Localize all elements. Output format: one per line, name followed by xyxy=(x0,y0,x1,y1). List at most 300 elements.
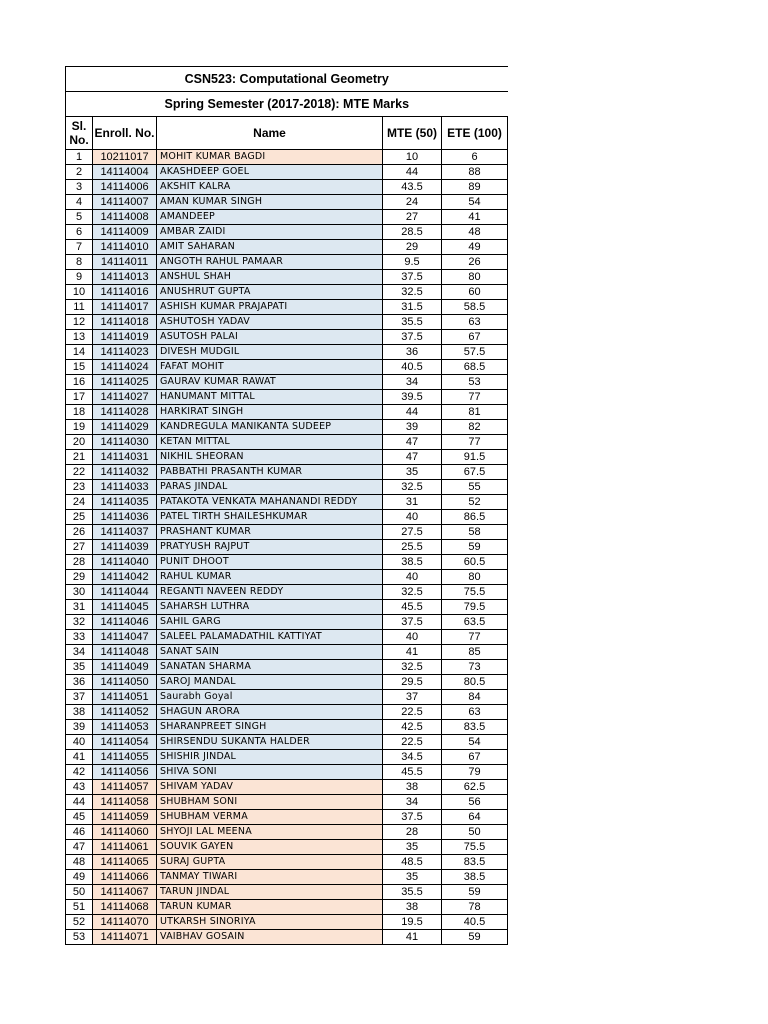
table-row xyxy=(66,735,508,750)
sl-no-cell: 38 xyxy=(66,705,93,720)
student-name-cell: HARKIRAT SINGH xyxy=(157,405,383,420)
mte-marks-cell: 32.5 xyxy=(383,480,442,495)
table-row xyxy=(66,705,508,720)
mte-marks-cell: 31 xyxy=(383,495,442,510)
student-name-cell: AMANDEEP xyxy=(157,210,383,225)
col-header-sl-no xyxy=(66,117,93,150)
ete-marks-cell: 75.5 xyxy=(442,585,508,600)
sl-no-cell: 28 xyxy=(66,555,93,570)
student-name-cell: ASUTOSH PALAI xyxy=(157,330,383,345)
enroll-no-cell: 10211017 xyxy=(93,150,157,165)
ete-marks-cell: 79.5 xyxy=(442,600,508,615)
enroll-no-cell: 14114055 xyxy=(93,750,157,765)
ete-marks-cell: 81 xyxy=(442,405,508,420)
table-row xyxy=(66,390,508,405)
enroll-no-cell: 14114047 xyxy=(93,630,157,645)
mte-marks-cell: 45.5 xyxy=(383,600,442,615)
student-name-cell: SALEEL PALAMADATHIL KATTIYAT xyxy=(157,630,383,645)
student-name-cell: SANATAN SHARMA xyxy=(157,660,383,675)
enroll-no-cell: 14114067 xyxy=(93,885,157,900)
sl-no-cell: 26 xyxy=(66,525,93,540)
sl-no-cell: 2 xyxy=(66,165,93,180)
ete-marks-cell: 55 xyxy=(442,480,508,495)
mte-marks-cell: 39 xyxy=(383,420,442,435)
ete-marks-cell: 54 xyxy=(442,735,508,750)
table-row xyxy=(66,585,508,600)
table-row xyxy=(66,750,508,765)
column-header-row xyxy=(66,117,508,150)
sl-no-cell: 53 xyxy=(66,930,93,945)
table-row xyxy=(66,870,508,885)
sl-no-cell: 36 xyxy=(66,675,93,690)
student-name-cell: NIKHIL SHEORAN xyxy=(157,450,383,465)
ete-marks-cell: 59 xyxy=(442,930,508,945)
table-row xyxy=(66,330,508,345)
mte-marks-cell: 27.5 xyxy=(383,525,442,540)
ete-marks-cell: 63.5 xyxy=(442,615,508,630)
mte-marks-cell: 35 xyxy=(383,840,442,855)
sl-no-cell: 48 xyxy=(66,855,93,870)
mte-marks-cell: 35.5 xyxy=(383,315,442,330)
table-row xyxy=(66,165,508,180)
sl-no-cell: 9 xyxy=(66,270,93,285)
enroll-no-cell: 14114025 xyxy=(93,375,157,390)
mte-marks-cell: 42.5 xyxy=(383,720,442,735)
mte-marks-cell: 24 xyxy=(383,195,442,210)
mte-marks-cell: 37.5 xyxy=(383,330,442,345)
table-row xyxy=(66,765,508,780)
ete-marks-cell: 41 xyxy=(442,210,508,225)
table-row xyxy=(66,615,508,630)
student-name-cell: MOHIT KUMAR BAGDI xyxy=(157,150,383,165)
sl-no-cell: 29 xyxy=(66,570,93,585)
enroll-no-cell: 14114017 xyxy=(93,300,157,315)
mte-marks-cell: 29 xyxy=(383,240,442,255)
enroll-no-cell: 14114007 xyxy=(93,195,157,210)
mte-marks-cell: 35 xyxy=(383,870,442,885)
ete-marks-cell: 80 xyxy=(442,270,508,285)
student-name-cell: PATEL TIRTH SHAILESHKUMAR xyxy=(157,510,383,525)
ete-marks-cell: 67 xyxy=(442,330,508,345)
enroll-no-cell: 14114035 xyxy=(93,495,157,510)
mte-marks-cell: 28 xyxy=(383,825,442,840)
mte-marks-cell: 27 xyxy=(383,210,442,225)
student-name-cell: SHARANPREET SINGH xyxy=(157,720,383,735)
sl-no-cell: 18 xyxy=(66,405,93,420)
mte-marks-cell: 40.5 xyxy=(383,360,442,375)
mte-marks-cell: 32.5 xyxy=(383,285,442,300)
table-row xyxy=(66,495,508,510)
mte-marks-cell: 38 xyxy=(383,780,442,795)
table-row xyxy=(66,930,508,945)
enroll-no-cell: 14114011 xyxy=(93,255,157,270)
sl-no-cell: 51 xyxy=(66,900,93,915)
ete-marks-cell: 82 xyxy=(442,420,508,435)
table-row xyxy=(66,645,508,660)
mte-marks-cell: 40 xyxy=(383,630,442,645)
student-name-cell: TARUN JINDAL xyxy=(157,885,383,900)
table-row xyxy=(66,690,508,705)
student-name-cell: PRATYUSH RAJPUT xyxy=(157,540,383,555)
ete-marks-cell: 59 xyxy=(442,540,508,555)
mte-marks-cell: 35.5 xyxy=(383,885,442,900)
table-row xyxy=(66,375,508,390)
enroll-no-cell: 14114060 xyxy=(93,825,157,840)
mte-marks-cell: 39.5 xyxy=(383,390,442,405)
enroll-no-cell: 14114065 xyxy=(93,855,157,870)
student-name-cell: AMBAR ZAIDI xyxy=(157,225,383,240)
sl-no-cell: 15 xyxy=(66,360,93,375)
student-name-cell: RAHUL KUMAR xyxy=(157,570,383,585)
enroll-no-cell: 14114061 xyxy=(93,840,157,855)
table-row xyxy=(66,630,508,645)
mte-marks-cell: 10 xyxy=(383,150,442,165)
enroll-no-cell: 14114044 xyxy=(93,585,157,600)
table-row xyxy=(66,510,508,525)
mte-marks-cell: 41 xyxy=(383,645,442,660)
marks-table xyxy=(65,66,508,945)
mte-marks-cell: 9.5 xyxy=(383,255,442,270)
enroll-no-cell: 14114006 xyxy=(93,180,157,195)
sl-no-cell: 14 xyxy=(66,345,93,360)
mte-marks-cell: 48.5 xyxy=(383,855,442,870)
table-row xyxy=(66,885,508,900)
ete-marks-cell: 49 xyxy=(442,240,508,255)
table-row xyxy=(66,795,508,810)
table-row xyxy=(66,855,508,870)
ete-marks-cell: 73 xyxy=(442,660,508,675)
enroll-no-cell: 14114009 xyxy=(93,225,157,240)
enroll-no-cell: 14114030 xyxy=(93,435,157,450)
ete-marks-cell: 67.5 xyxy=(442,465,508,480)
enroll-no-cell: 14114024 xyxy=(93,360,157,375)
ete-marks-cell: 84 xyxy=(442,690,508,705)
sheet-title-row xyxy=(66,92,508,117)
mte-marks-cell: 40 xyxy=(383,510,442,525)
sl-no-cell: 35 xyxy=(66,660,93,675)
student-name-cell: SAHIL GARG xyxy=(157,615,383,630)
sl-no-cell: 30 xyxy=(66,585,93,600)
sl-no-cell: 4 xyxy=(66,195,93,210)
enroll-no-cell: 14114031 xyxy=(93,450,157,465)
student-name-cell: AKSHIT KALRA xyxy=(157,180,383,195)
course-title-row xyxy=(66,67,508,92)
ete-marks-cell: 77 xyxy=(442,435,508,450)
sl-no-cell: 16 xyxy=(66,375,93,390)
ete-marks-cell: 83.5 xyxy=(442,720,508,735)
table-row xyxy=(66,570,508,585)
student-name-cell: AMAN KUMAR SINGH xyxy=(157,195,383,210)
student-name-cell: SHIRSENDU SUKANTA HALDER xyxy=(157,735,383,750)
student-name-cell: GAURAV KUMAR RAWAT xyxy=(157,375,383,390)
mte-marks-cell: 47 xyxy=(383,435,442,450)
sl-no-cell: 3 xyxy=(66,180,93,195)
mte-marks-cell: 41 xyxy=(383,930,442,945)
ete-marks-cell: 63 xyxy=(442,315,508,330)
ete-marks-cell: 77 xyxy=(442,390,508,405)
ete-marks-cell: 89 xyxy=(442,180,508,195)
enroll-no-cell: 14114018 xyxy=(93,315,157,330)
enroll-no-cell: 14114051 xyxy=(93,690,157,705)
student-name-cell: KETAN MITTAL xyxy=(157,435,383,450)
enroll-no-cell: 14114008 xyxy=(93,210,157,225)
enroll-no-cell: 14114046 xyxy=(93,615,157,630)
mte-marks-cell: 43.5 xyxy=(383,180,442,195)
table-row xyxy=(66,660,508,675)
sl-no-cell: 22 xyxy=(66,465,93,480)
ete-marks-cell: 79 xyxy=(442,765,508,780)
sl-no-cell: 33 xyxy=(66,630,93,645)
sl-no-cell: 50 xyxy=(66,885,93,900)
ete-marks-cell: 58.5 xyxy=(442,300,508,315)
ete-marks-cell: 88 xyxy=(442,165,508,180)
mte-marks-cell: 34 xyxy=(383,375,442,390)
student-name-cell: AMIT SAHARAN xyxy=(157,240,383,255)
enroll-no-cell: 14114039 xyxy=(93,540,157,555)
ete-marks-cell: 80 xyxy=(442,570,508,585)
table-row xyxy=(66,465,508,480)
sl-no-cell: 46 xyxy=(66,825,93,840)
table-row xyxy=(66,360,508,375)
table-row xyxy=(66,225,508,240)
enroll-no-cell: 14114045 xyxy=(93,600,157,615)
enroll-no-cell: 14114029 xyxy=(93,420,157,435)
mte-marks-cell: 22.5 xyxy=(383,705,442,720)
student-name-cell: ASHISH KUMAR PRAJAPATI xyxy=(157,300,383,315)
sl-no-cell: 20 xyxy=(66,435,93,450)
sl-no-cell: 43 xyxy=(66,780,93,795)
sl-no-cell: 32 xyxy=(66,615,93,630)
mte-marks-cell: 47 xyxy=(383,450,442,465)
enroll-no-cell: 14114048 xyxy=(93,645,157,660)
student-name-cell: ANSHUL SHAH xyxy=(157,270,383,285)
student-name-cell: SHISHIR JINDAL xyxy=(157,750,383,765)
student-name-cell: HANUMANT MITTAL xyxy=(157,390,383,405)
mte-marks-cell: 28.5 xyxy=(383,225,442,240)
student-name-cell: SANAT SAIN xyxy=(157,645,383,660)
mte-marks-cell: 34.5 xyxy=(383,750,442,765)
ete-marks-cell: 60.5 xyxy=(442,555,508,570)
student-name-cell: TANMAY TIWARI xyxy=(157,870,383,885)
table-row xyxy=(66,450,508,465)
table-row xyxy=(66,525,508,540)
sl-no-cell: 13 xyxy=(66,330,93,345)
enroll-no-cell: 14114058 xyxy=(93,795,157,810)
enroll-no-cell: 14114059 xyxy=(93,810,157,825)
student-name-cell: SAHARSH LUTHRA xyxy=(157,600,383,615)
sl-no-cell: 7 xyxy=(66,240,93,255)
ete-marks-cell: 68.5 xyxy=(442,360,508,375)
enroll-no-cell: 14114013 xyxy=(93,270,157,285)
ete-marks-cell: 48 xyxy=(442,225,508,240)
col-header-name: Name xyxy=(157,117,383,150)
sl-no-cell: 19 xyxy=(66,420,93,435)
student-name-cell: PRASHANT KUMAR xyxy=(157,525,383,540)
mte-marks-cell: 31.5 xyxy=(383,300,442,315)
enroll-no-cell: 14114071 xyxy=(93,930,157,945)
enroll-no-cell: 14114010 xyxy=(93,240,157,255)
enroll-no-cell: 14114032 xyxy=(93,465,157,480)
sl-no-cell: 49 xyxy=(66,870,93,885)
ete-marks-cell: 58 xyxy=(442,525,508,540)
student-name-cell: SAROJ MANDAL xyxy=(157,675,383,690)
table-row xyxy=(66,270,508,285)
enroll-no-cell: 14114068 xyxy=(93,900,157,915)
col-header-ete: ETE (100) xyxy=(442,117,508,150)
ete-marks-cell: 26 xyxy=(442,255,508,270)
ete-marks-cell: 75.5 xyxy=(442,840,508,855)
enroll-no-cell: 14114049 xyxy=(93,660,157,675)
mte-marks-cell: 37.5 xyxy=(383,615,442,630)
sheet-title: Spring Semester (2017-2018): MTE Marks xyxy=(66,92,508,117)
enroll-no-cell: 14114016 xyxy=(93,285,157,300)
mte-marks-cell: 38 xyxy=(383,900,442,915)
student-name-cell: ANUSHRUT GUPTA xyxy=(157,285,383,300)
mte-marks-cell: 22.5 xyxy=(383,735,442,750)
sl-no-cell: 23 xyxy=(66,480,93,495)
mte-marks-cell: 45.5 xyxy=(383,765,442,780)
sl-no-cell: 25 xyxy=(66,510,93,525)
student-name-cell: SHUBHAM VERMA xyxy=(157,810,383,825)
ete-marks-cell: 63 xyxy=(442,705,508,720)
sl-no-cell: 40 xyxy=(66,735,93,750)
table-row xyxy=(66,480,508,495)
sl-no-cell: 24 xyxy=(66,495,93,510)
sl-no-cell: 44 xyxy=(66,795,93,810)
mte-marks-cell: 35 xyxy=(383,465,442,480)
table-row xyxy=(66,810,508,825)
enroll-no-cell: 14114042 xyxy=(93,570,157,585)
col-header-enroll-no: Enroll. No. xyxy=(93,117,157,150)
student-name-cell: PARAS JINDAL xyxy=(157,480,383,495)
sl-no-cell: 31 xyxy=(66,600,93,615)
sl-no-cell: 42 xyxy=(66,765,93,780)
student-name-cell: SHAGUN ARORA xyxy=(157,705,383,720)
ete-marks-cell: 40.5 xyxy=(442,915,508,930)
student-name-cell: ANGOTH RAHUL PAMAAR xyxy=(157,255,383,270)
table-row xyxy=(66,555,508,570)
sl-no-cell: 37 xyxy=(66,690,93,705)
mte-marks-cell: 29.5 xyxy=(383,675,442,690)
enroll-no-cell: 14114027 xyxy=(93,390,157,405)
mte-marks-cell: 37.5 xyxy=(383,270,442,285)
sl-no-cell: 8 xyxy=(66,255,93,270)
student-name-cell: UTKARSH SINORIYA xyxy=(157,915,383,930)
enroll-no-cell: 14114037 xyxy=(93,525,157,540)
table-row xyxy=(66,825,508,840)
ete-marks-cell: 53 xyxy=(442,375,508,390)
ete-marks-cell: 59 xyxy=(442,885,508,900)
enroll-no-cell: 14114054 xyxy=(93,735,157,750)
student-name-cell: KANDREGULA MANIKANTA SUDEEP xyxy=(157,420,383,435)
table-row xyxy=(66,675,508,690)
ete-marks-cell: 60 xyxy=(442,285,508,300)
ete-marks-cell: 77 xyxy=(442,630,508,645)
student-name-cell: DIVESH MUDGIL xyxy=(157,345,383,360)
enroll-no-cell: 14114004 xyxy=(93,165,157,180)
table-row xyxy=(66,405,508,420)
table-row xyxy=(66,195,508,210)
ete-marks-cell: 83.5 xyxy=(442,855,508,870)
sl-no-cell: 47 xyxy=(66,840,93,855)
mte-marks-cell: 44 xyxy=(383,165,442,180)
enroll-no-cell: 14114036 xyxy=(93,510,157,525)
student-name-cell: VAIBHAV GOSAIN xyxy=(157,930,383,945)
table-row xyxy=(66,840,508,855)
ete-marks-cell: 50 xyxy=(442,825,508,840)
table-row xyxy=(66,900,508,915)
sl-no-cell: 17 xyxy=(66,390,93,405)
enroll-no-cell: 14114052 xyxy=(93,705,157,720)
student-name-cell: PUNIT DHOOT xyxy=(157,555,383,570)
enroll-no-cell: 14114028 xyxy=(93,405,157,420)
student-name-cell: SURAJ GUPTA xyxy=(157,855,383,870)
table-row xyxy=(66,315,508,330)
enroll-no-cell: 14114040 xyxy=(93,555,157,570)
ete-marks-cell: 6 xyxy=(442,150,508,165)
sl-no-cell: 11 xyxy=(66,300,93,315)
sl-no-cell: 27 xyxy=(66,540,93,555)
student-name-cell: SHUBHAM SONI xyxy=(157,795,383,810)
enroll-no-cell: 14114057 xyxy=(93,780,157,795)
table-row xyxy=(66,780,508,795)
course-title: CSN523: Computational Geometry xyxy=(66,67,508,92)
ete-marks-cell: 52 xyxy=(442,495,508,510)
student-name-cell: ASHUTOSH YADAV xyxy=(157,315,383,330)
enroll-no-cell: 14114033 xyxy=(93,480,157,495)
student-name-cell: SHIVA SONI xyxy=(157,765,383,780)
table-row xyxy=(66,600,508,615)
sl-no-cell: 34 xyxy=(66,645,93,660)
col-header-mte: MTE (50) xyxy=(383,117,442,150)
enroll-no-cell: 14114070 xyxy=(93,915,157,930)
sl-no-cell: 1 xyxy=(66,150,93,165)
student-name-cell: TARUN KUMAR xyxy=(157,900,383,915)
mte-marks-cell: 36 xyxy=(383,345,442,360)
mte-marks-cell: 32.5 xyxy=(383,585,442,600)
mte-marks-cell: 34 xyxy=(383,795,442,810)
student-name-cell: REGANTI NAVEEN REDDY xyxy=(157,585,383,600)
table-row xyxy=(66,300,508,315)
student-name-cell: PABBATHI PRASANTH KUMAR xyxy=(157,465,383,480)
sl-no-cell: 39 xyxy=(66,720,93,735)
student-name-cell: FAFAT MOHIT xyxy=(157,360,383,375)
table-row xyxy=(66,240,508,255)
sl-no-cell: 6 xyxy=(66,225,93,240)
sl-no-cell: 41 xyxy=(66,750,93,765)
table-row xyxy=(66,420,508,435)
sl-no-cell: 52 xyxy=(66,915,93,930)
sl-no-cell: 10 xyxy=(66,285,93,300)
mte-marks-cell: 38.5 xyxy=(383,555,442,570)
student-name-cell: SHYOJI LAL MEENA xyxy=(157,825,383,840)
ete-marks-cell: 56 xyxy=(442,795,508,810)
enroll-no-cell: 14114053 xyxy=(93,720,157,735)
mte-marks-cell: 19.5 xyxy=(383,915,442,930)
ete-marks-cell: 38.5 xyxy=(442,870,508,885)
enroll-no-cell: 14114019 xyxy=(93,330,157,345)
ete-marks-cell: 86.5 xyxy=(442,510,508,525)
ete-marks-cell: 57.5 xyxy=(442,345,508,360)
enroll-no-cell: 14114066 xyxy=(93,870,157,885)
ete-marks-cell: 91.5 xyxy=(442,450,508,465)
table-row xyxy=(66,345,508,360)
ete-marks-cell: 67 xyxy=(442,750,508,765)
table-row xyxy=(66,720,508,735)
sl-no-cell: 5 xyxy=(66,210,93,225)
enroll-no-cell: 14114023 xyxy=(93,345,157,360)
enroll-no-cell: 14114056 xyxy=(93,765,157,780)
